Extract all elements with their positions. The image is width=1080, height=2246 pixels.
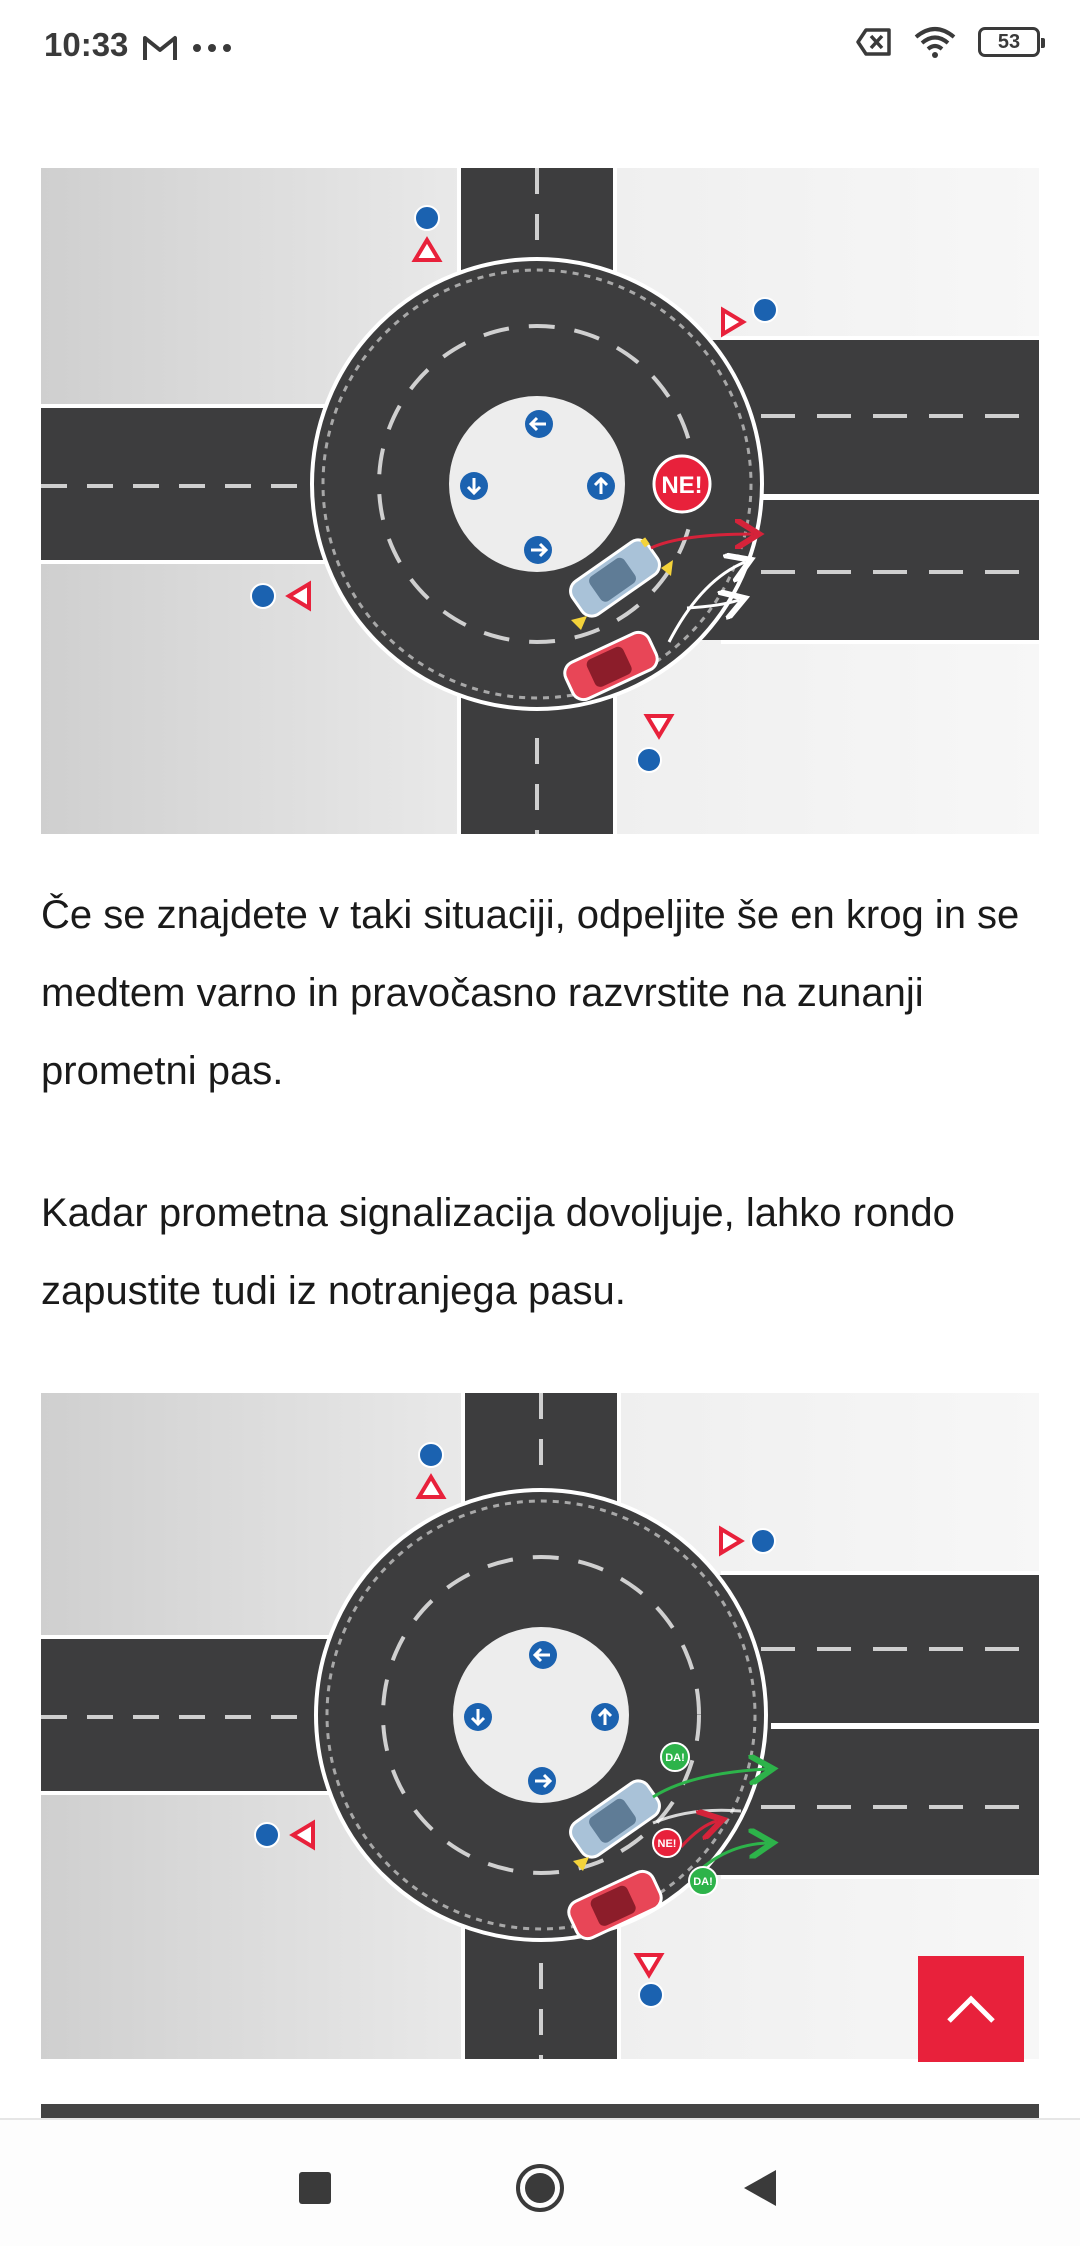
home-button[interactable] [510,2158,570,2218]
gmail-icon [142,34,178,62]
home-circle-icon [514,2162,566,2214]
battery-level: 53 [997,30,1021,53]
status-bar [0,0,1080,95]
wifi-icon [914,26,956,58]
back-triangle-icon [742,2168,778,2208]
scroll-to-top-button[interactable] [918,1956,1024,2062]
recents-button[interactable] [285,2158,345,2218]
next-content-block [41,2104,1039,2118]
chevron-up-icon [946,1994,996,2024]
status-time: 10:33 [44,26,129,63]
yes-badge-bottom-label: DA! [693,1876,713,1888]
status-system-icons [856,26,1040,58]
recents-square-icon [298,2171,332,2205]
back-button[interactable] [730,2158,790,2218]
no-badge-label: NE! [661,472,703,499]
no-sim-icon [856,28,892,56]
yes-badge-top-label: DA! [665,1752,685,1764]
status-notification-icons [142,28,232,68]
roundabout-diagram-inner-lane-exit [41,1393,1039,2059]
roundabout-diagram-wrong-exit [41,168,1039,834]
paragraph-2: Kadar prometna signalizacija dovoljuje, lahko rondo zapustite tudi iz notranjega pasu. [41,1191,955,1313]
no-badge-label: NE! [657,1838,677,1850]
more-dots-icon [192,43,232,53]
battery-icon [978,27,1040,57]
paragraph-1: Če se znajdete v taki situaciji, odpeljite še en krog in se medtem varno in pravočasno razvrstite na zunanji prometni pas. [41,893,1020,1093]
navigation-bar [0,2118,1080,2246]
